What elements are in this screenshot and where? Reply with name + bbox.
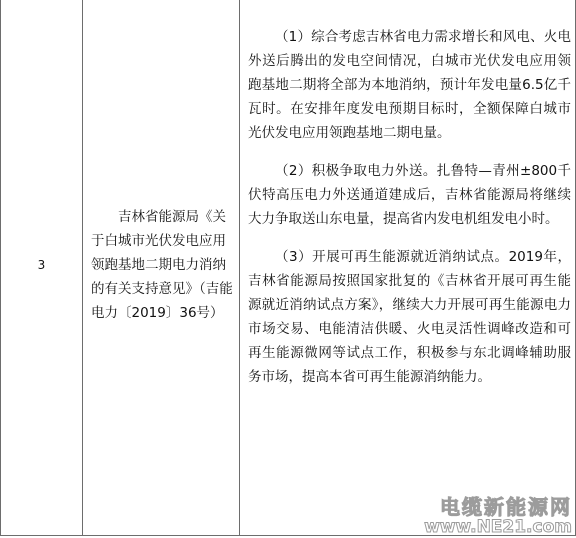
table-row bbox=[1, 0, 576, 536]
policy-content-cell bbox=[240, 0, 576, 536]
policy-title: 吉林省能源局《关于白城市光伏发电应用领跑基地二期电力消纳的有关支持意见》（吉能电力〔2019〕36号） bbox=[91, 209, 233, 321]
policy-content bbox=[240, 0, 575, 535]
content-paragraph-2: （2）积极争取电力外送。扎鲁特—青州±800千伏特高压电力外送通道建成后，吉林省能源局将继续大力争取送山东电量，提高省内发电机组发电小时。 bbox=[248, 163, 571, 227]
row-number: 3 bbox=[37, 258, 46, 272]
content-paragraph-3: （3）开展可再生能源就近消纳试点。2019年，吉林省能源局按照国家批复的《吉林省开展可再生能源就近消纳试点方案》，继续大力开展可再生能源电力市场交易、电能清洁供暖、火电灵活性调峰改造和可再生能源微网等试点工作，积极参与东北调峰辅助服务市场，提高本省可再生能源消纳能力。 bbox=[248, 249, 571, 385]
content-paragraph-1: （1）综合考虑吉林省电力需求增长和风电、火电外送后腾出的发电空间情况，白城市光伏发电应用领跑基地二期将全部为本地消纳，预计年发电量6.5亿千瓦时。在安排年度发电预期目标时，全额保障白城市光伏发电应用领跑基地二期电量。 bbox=[248, 29, 571, 141]
watermark-url: www.NE21.com bbox=[424, 517, 572, 537]
policy-title-cell bbox=[83, 0, 240, 536]
watermark-name: 电缆新能源网 bbox=[440, 495, 572, 519]
site-watermark bbox=[424, 497, 572, 536]
row-number-cell bbox=[1, 0, 83, 536]
